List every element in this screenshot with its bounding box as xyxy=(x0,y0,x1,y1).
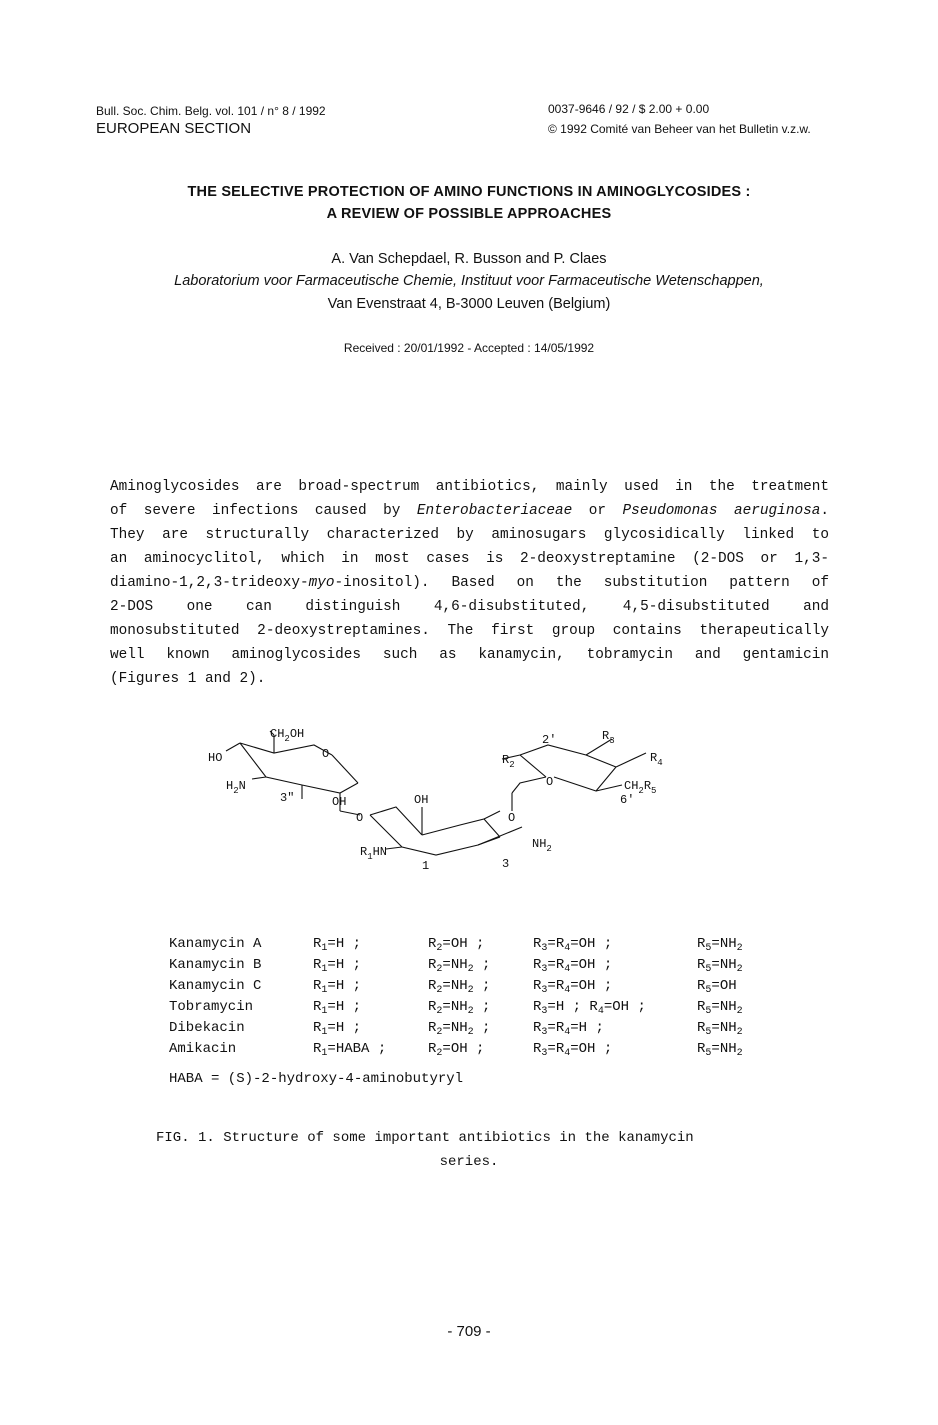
abstract-line: diamino-1,2,3-trideoxy-myo-inositol). Based on the substitution pattern of xyxy=(110,575,829,591)
r5-cell: $R_5=NH_2$ xyxy=(697,1041,743,1059)
r3r4-cell: $R_3=H$ ; $R_4=OH$ ; xyxy=(533,999,646,1017)
substituent-table xyxy=(169,936,743,1062)
label-ch2r5: $CH_2R_5$ xyxy=(624,779,657,796)
label-ring-o-right: O xyxy=(546,775,554,789)
figure-caption-line2: series. xyxy=(439,1154,499,1170)
compound-name: Kanamycin B xyxy=(169,957,262,973)
label-o-link1: O xyxy=(356,811,364,825)
abstract-line: They are structurally characterized by aminosugars glycosidically linked to xyxy=(110,527,829,543)
copyright: © 1992 Comité van Beheer van het Bulletin v.z.w. xyxy=(548,122,811,136)
label-o-link2: O xyxy=(508,811,516,825)
label-r2: $R_2$ xyxy=(502,753,515,770)
article-title-line1: THE SELECTIVE PROTECTION OF AMINO FUNCTIONS IN AMINOGLYCOSIDES : xyxy=(187,184,751,200)
label-pos1: 1 xyxy=(422,859,430,873)
table-row xyxy=(169,936,743,957)
page-number: - 709 - xyxy=(447,1323,491,1340)
label-6prime: 6' xyxy=(620,793,635,807)
received-accepted: Received : 20/01/1992 - Accepted : 14/05/1992 xyxy=(343,341,595,355)
label-ring-o-left: O xyxy=(322,747,330,761)
r5-cell: $R_5=OH$ xyxy=(697,978,737,996)
table-row xyxy=(169,999,743,1020)
r2-cell: $R_2=NH_2$ ; xyxy=(428,957,491,975)
r3r4-cell: $R_3=R_4=OH$ ; xyxy=(533,936,613,954)
r1-cell: $R_1=H$ ; xyxy=(313,1020,362,1038)
compound-name: Dibekacin xyxy=(169,1020,245,1036)
table-row xyxy=(169,978,743,999)
issn-price: 0037-9646 / 92 / $ 2.00 + 0.00 xyxy=(548,102,710,116)
label-h2n: $H_2N$ xyxy=(226,779,246,796)
figure-caption-line1: FIG. 1. Structure of some important antibiotics in the kanamycin xyxy=(156,1130,694,1146)
label-3pp: 3" xyxy=(280,791,295,805)
compound-name: Kanamycin A xyxy=(169,936,262,952)
r2-cell: $R_2=NH_2$ ; xyxy=(428,999,491,1017)
r3r4-cell: $R_3=R_4=OH$ ; xyxy=(533,978,613,996)
label-r1hn: $R_1HN$ xyxy=(360,845,388,862)
r2-cell: $R_2=OH$ ; xyxy=(428,1041,485,1059)
r1-cell: $R_1=H$ ; xyxy=(313,978,362,996)
authors: A. Van Schepdael, R. Busson and P. Claes xyxy=(331,251,607,267)
abstract-line: 2-DOS one can distinguish 4,6-disubstituted, 4,5-disubstituted and xyxy=(110,599,829,615)
label-r3: $R_3$ xyxy=(602,729,615,746)
r1-cell: $R_1=H$ ; xyxy=(313,999,362,1017)
r5-cell: $R_5=NH_2$ xyxy=(697,1020,743,1038)
abstract-line: monosubstituted 2-deoxystreptamines. The first group contains therapeutically xyxy=(110,623,829,639)
r2-cell: $R_2=NH_2$ ; xyxy=(428,1020,491,1038)
r1-cell: $R_1=HABA$ ; xyxy=(313,1041,387,1059)
table-row xyxy=(169,1020,743,1041)
kanamycin-structure-diagram xyxy=(190,715,710,880)
haba-note: HABA = (S)-2-hydroxy-4-aminobutyryl xyxy=(169,1071,464,1087)
r5-cell: $R_5=NH_2$ xyxy=(697,957,743,975)
r3r4-cell: $R_3=R_4=H$ ; xyxy=(533,1020,604,1038)
abstract-line: of severe infections caused by Enterobacteriaceae or Pseudomonas aeruginosa. xyxy=(110,503,830,519)
label-pos3: 3 xyxy=(502,857,510,871)
r1-cell: $R_1=H$ ; xyxy=(313,957,362,975)
compound-name: Amikacin xyxy=(169,1041,237,1057)
r3r4-cell: $R_3=R_4=OH$ ; xyxy=(533,1041,613,1059)
abstract-line: (Figures 1 and 2). xyxy=(110,671,266,687)
label-ch2oh: $CH_2OH$ xyxy=(270,727,305,744)
r2-cell: $R_2=OH$ ; xyxy=(428,936,485,954)
journal-citation: Bull. Soc. Chim. Belg. vol. 101 / n° 8 / 1992 xyxy=(96,104,326,118)
section-label: EUROPEAN SECTION xyxy=(96,120,252,137)
table-row xyxy=(169,957,743,978)
abstract-line: an aminocyclitol, which in most cases is 2-deoxystreptamine (2-DOS or 1,3- xyxy=(110,551,829,567)
table-row xyxy=(169,1041,743,1062)
abstract xyxy=(110,475,829,691)
central-2dos-ring xyxy=(370,807,522,855)
label-ho: HO xyxy=(208,751,223,765)
abstract-line: Aminoglycosides are broad-spectrum antibiotics, mainly used in the treatment xyxy=(110,479,829,495)
affiliation: Laboratorium voor Farmaceutische Chemie, Instituut voor Farmaceutische Wetenschappen, xyxy=(174,273,764,289)
label-2prime: 2' xyxy=(542,733,557,747)
label-nh2: $NH_2$ xyxy=(532,837,552,854)
r2-cell: $R_2=NH_2$ ; xyxy=(428,978,491,996)
address: Van Evenstraat 4, B-3000 Leuven (Belgium) xyxy=(327,296,611,312)
article-title-line2: A REVIEW OF POSSIBLE APPROACHES xyxy=(326,206,612,222)
r5-cell: $R_5=NH_2$ xyxy=(697,999,743,1017)
label-r4: $R_4$ xyxy=(650,751,663,768)
r5-cell: $R_5=NH_2$ xyxy=(697,936,743,954)
r3r4-cell: $R_3=R_4=OH$ ; xyxy=(533,957,613,975)
r1-cell: $R_1=H$ ; xyxy=(313,936,362,954)
compound-name: Kanamycin C xyxy=(169,978,262,994)
compound-name: Tobramycin xyxy=(169,999,254,1015)
label-oh-center: OH xyxy=(414,793,429,807)
abstract-line: well known aminoglycosides such as kanamycin, tobramycin and gentamicin xyxy=(110,647,829,663)
label-oh-left: OH xyxy=(332,795,347,809)
